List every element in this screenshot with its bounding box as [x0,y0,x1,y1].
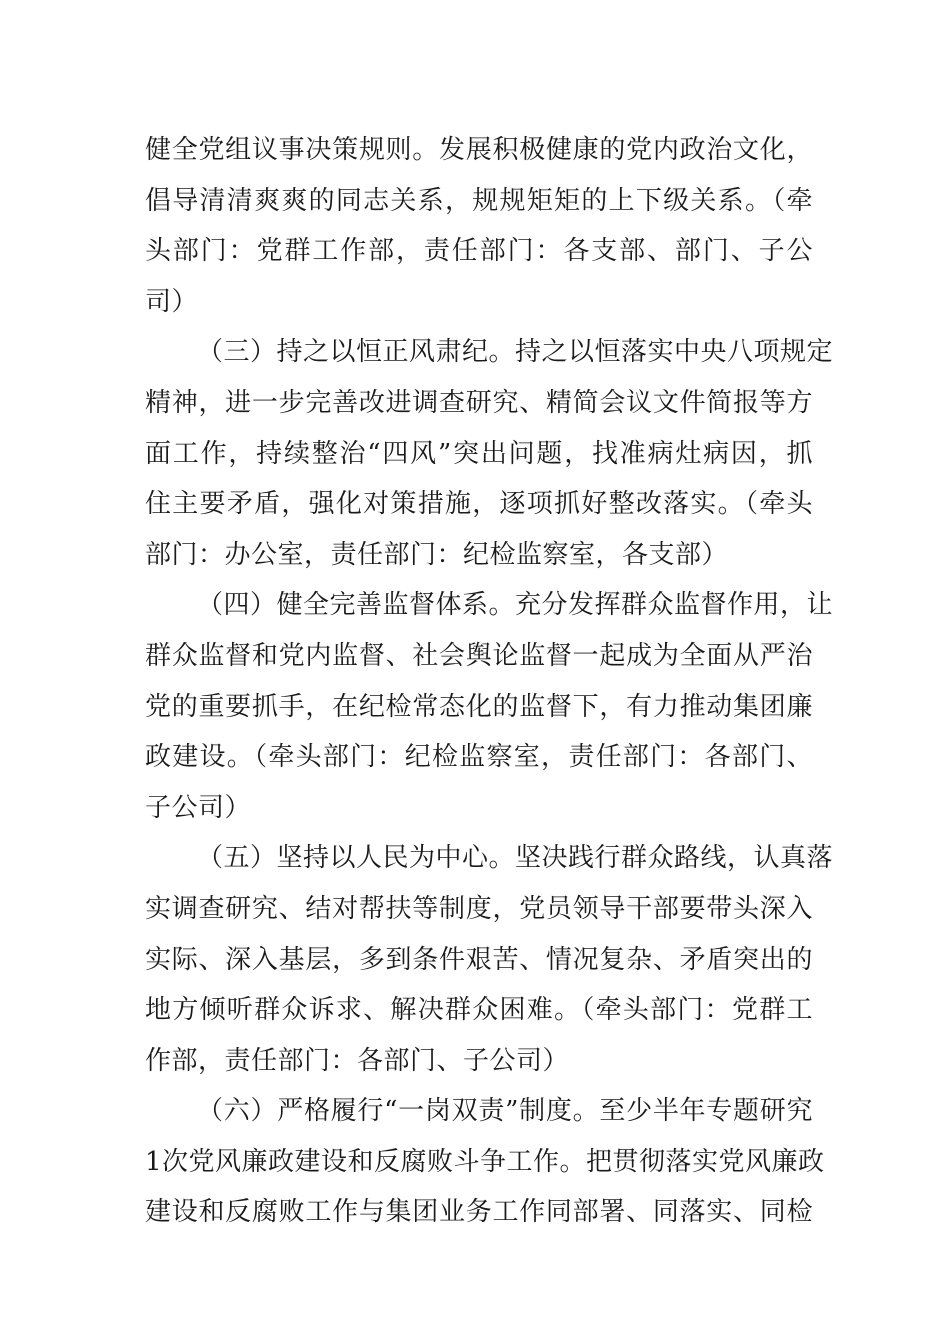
text-line: （五）坚持以人民为中心。坚决践行群众路线，认真落 [197,843,834,874]
text-line: 建设和反腐败工作与集团业务工作同部署、同落实、同检 [145,1197,813,1228]
text-line: 实际、深入基层，多到条件艰苦、情况复杂、矛盾突出的 [145,944,813,975]
text-line: 面工作，持续整治“四风”突出问题，找准病灶病因，抓 [145,438,813,469]
text-line: （四）健全完善监督体系。充分发挥群众监督作用，让 [197,590,834,621]
text-line: 住主要矛盾，强化对策措施，逐项抓好整改落实。（牵头 [145,489,813,520]
text-line: 政建设。（牵头部门：纪检监察室，责任部门：各部门、 [145,742,813,773]
text-line: 健全党组议事决策规则。发展积极健康的党内政治文化， [145,135,813,165]
text-line: 子公司） [145,792,252,823]
text-line: （六）严格履行“一岗双责”制度。至少半年专题研究 [197,1096,813,1127]
text-line: 精神，进一步完善改进调查研究、精简会议文件简报等方 [145,387,813,418]
document-body [145,125,834,1238]
text-line: 司） [145,286,199,317]
text-line: 1次党风廉政建设和反腐败斗争工作。把贯彻落实党风廉政 [145,1146,825,1177]
text-line: （三）持之以恒正风肃纪。持之以恒落实中央八项规定 [197,337,834,368]
text-line: 党的重要抓手，在纪检常态化的监督下，有力推动集团廉 [145,691,813,722]
text-line: 倡导清清爽爽的同志关系，规规矩矩的上下级关系。（牵 [145,185,813,216]
text-line: 头部门：党群工作部，责任部门：各支部、部门、子公 [145,236,813,267]
text-line: 作部，责任部门：各部门、子公司） [145,1045,570,1076]
text-line: 实调查研究、结对帮扶等制度，党员领导干部要带头深入 [145,893,813,924]
text-line: 部门：办公室，责任部门：纪检监察室，各支部） [145,539,729,570]
text-line: 群众监督和党内监督、社会舆论监督一起成为全面从严治 [145,640,813,671]
text-line: 地方倾听群众诉求、解决群众困难。（牵头部门：党群工 [145,995,813,1026]
